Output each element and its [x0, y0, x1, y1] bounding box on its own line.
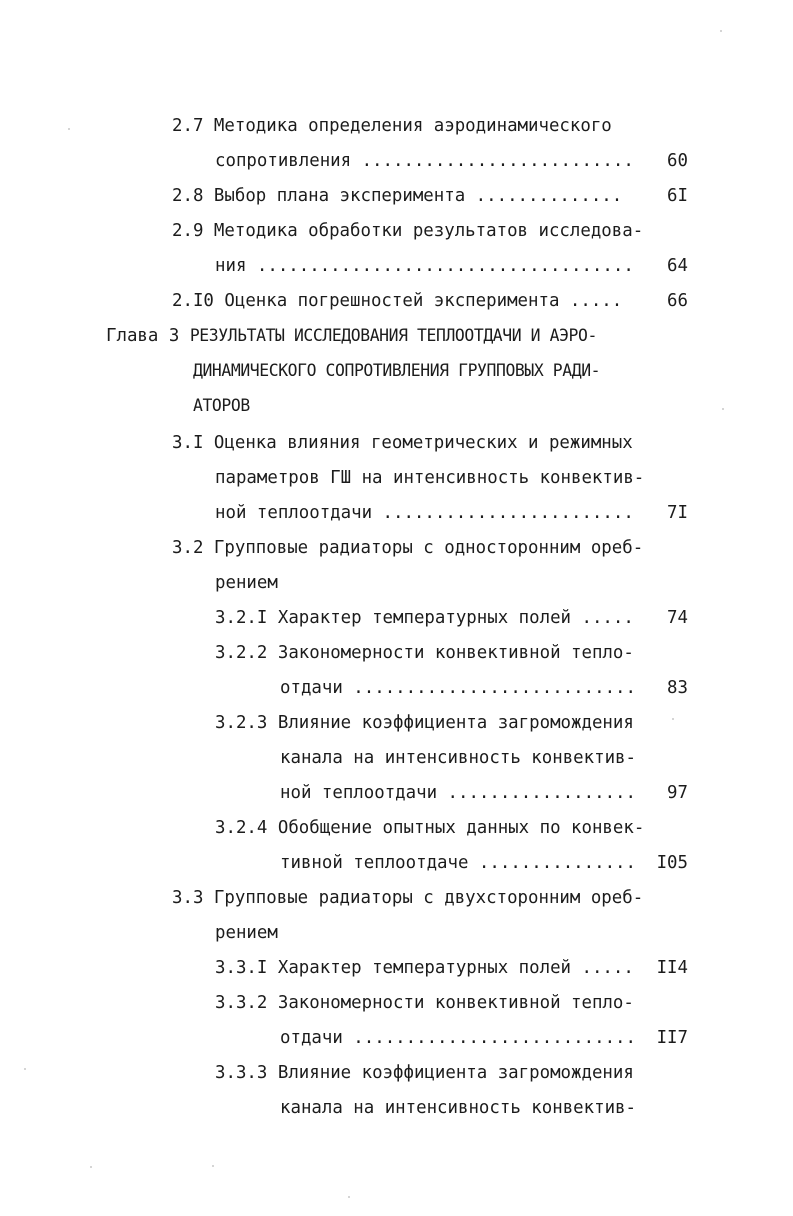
chapter-title-continuation: АТОРОВ: [193, 396, 250, 415]
entry-title-continuation: ния ....................................: [215, 256, 634, 276]
page-number: 66: [667, 291, 688, 311]
scan-speck: [722, 408, 724, 410]
entry-title-continuation: ной теплоотдачи ........................: [215, 503, 634, 523]
entry-title-continuation: тивной теплоотдаче ...............: [280, 853, 636, 873]
entry-title-continuation: параметров ГШ на интенсивность конвектив-: [215, 468, 645, 488]
entry-title-continuation: сопротивления ..........................: [215, 151, 634, 171]
page-number: 7I: [667, 503, 688, 523]
entry-title-continuation: отдачи ...........................: [280, 678, 636, 698]
page-number: 74: [667, 608, 688, 628]
entry-title: Закономерности конвективной тепло-: [277, 643, 634, 663]
section-number: 3.2: [172, 538, 204, 558]
page-number: 60: [667, 151, 688, 171]
section-number: 2.7: [172, 116, 204, 136]
chapter-label: Глава: [106, 326, 159, 346]
page-number: 6I: [667, 186, 688, 206]
page-number: 64: [667, 256, 688, 276]
scan-speck: [720, 30, 722, 32]
entry-title: Характер температурных полей .....: [277, 958, 634, 978]
entry-title-continuation: канала на интенсивность конвектив-: [280, 1098, 636, 1118]
entry-title: Методика обработки результатов исследова-: [213, 221, 644, 241]
entry-title: Групповые радиаторы с двухсторонним ореб-: [213, 888, 644, 908]
entry-title: Оценка погрешностей эксперимента .....: [224, 291, 623, 311]
section-number: 3.3.3: [215, 1063, 268, 1083]
entry-title-continuation: ной теплоотдачи ..................: [280, 783, 636, 803]
scan-speck: [90, 1166, 92, 1168]
scan-speck: [212, 1165, 214, 1167]
page-number: II4: [656, 958, 688, 978]
entry-title: Методика определения аэродинамического: [213, 116, 612, 136]
entry-title-continuation: отдачи ...........................: [280, 1028, 636, 1048]
section-number: 2.I0: [172, 291, 214, 311]
entry-title-continuation: рением: [215, 923, 278, 943]
entry-title-continuation: канала на интенсивность конвектив-: [280, 748, 636, 768]
page-number: I05: [656, 853, 688, 873]
scan-speck: [672, 718, 674, 720]
chapter-title: РЕЗУЛЬТАТЫ ИССЛЕДОВАНИЯ ТЕПЛООТДАЧИ И АЭРО-: [189, 326, 597, 345]
entry-title: Групповые радиаторы с односторонним ореб-: [213, 538, 644, 558]
section-number: 3.I: [172, 433, 204, 453]
entry-title-continuation: рением: [215, 573, 278, 593]
entry-title: Влияние коэффициента загромождения: [277, 713, 634, 733]
scan-speck: [24, 1068, 26, 1070]
section-number: 3.3.I: [215, 958, 268, 978]
entry-title: Характер температурных полей .....: [277, 608, 634, 628]
chapter-number: 3: [168, 326, 180, 346]
scan-speck: [348, 1196, 350, 1198]
section-number: 2.9: [172, 221, 204, 241]
entry-title: Обобщение опытных данных по конвек-: [277, 818, 645, 838]
page-number: II7: [656, 1028, 688, 1048]
entry-title: Выбор плана эксперимента ..............: [213, 186, 623, 206]
page-number: 83: [667, 678, 688, 698]
section-number: 3.2.2: [215, 643, 268, 663]
section-number: 3.2.4: [215, 818, 268, 838]
page-number: 97: [667, 783, 688, 803]
section-number: 2.8: [172, 186, 204, 206]
section-number: 3.2.I: [215, 608, 268, 628]
section-number: 3.3: [172, 888, 204, 908]
section-number: 3.2.3: [215, 713, 268, 733]
entry-title: Влияние коэффициента загромождения: [277, 1063, 634, 1083]
entry-title: Закономерности конвективной тепло-: [277, 993, 634, 1013]
section-number: 3.3.2: [215, 993, 268, 1013]
entry-title: Оценка влияния геометрических и режимных: [213, 433, 633, 453]
scan-speck: [68, 128, 70, 130]
chapter-title-continuation: ДИНАМИЧЕСКОГО СОПРОТИВЛЕНИЯ ГРУППОВЫХ РАДИ-: [193, 361, 601, 380]
